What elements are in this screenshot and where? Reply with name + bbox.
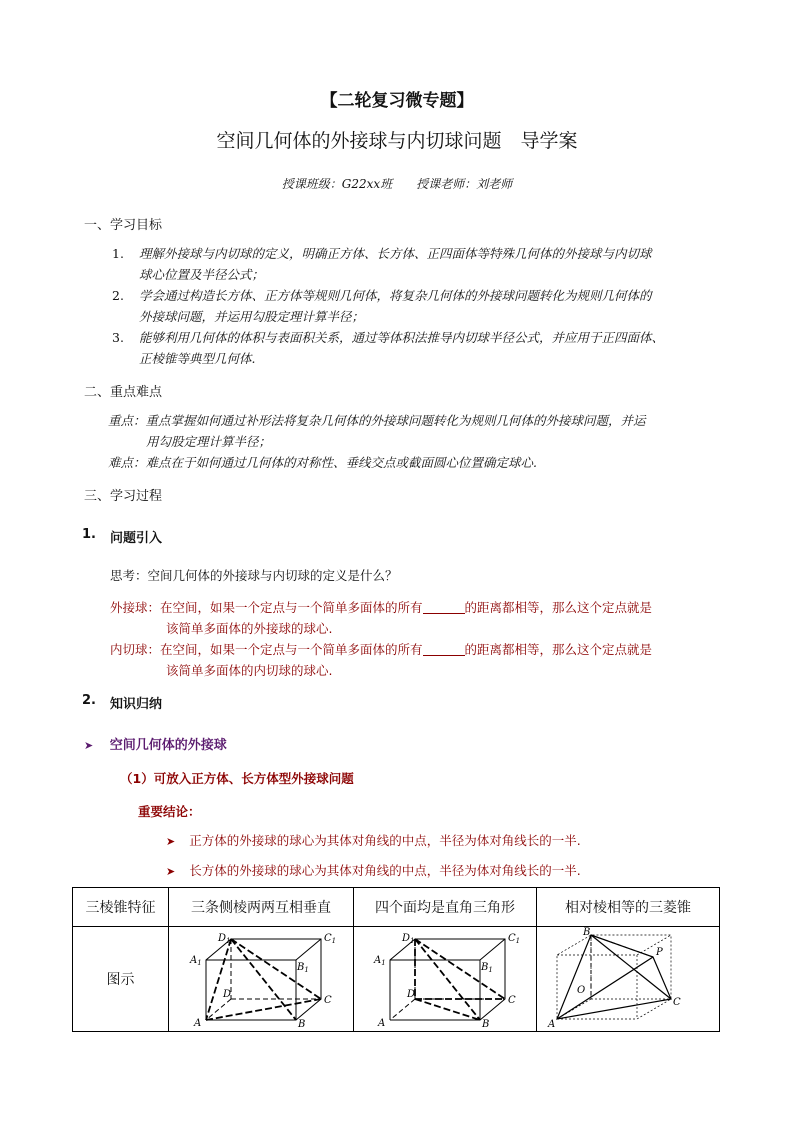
svg-text:A1: $A_1$: [190, 955, 202, 967]
definition-text: 在空间，如果一个定点与一个简单多面体的所有: [160, 642, 423, 657]
conclusion-label: 重要结论：: [138, 804, 201, 819]
topic-text: 空间几何体的外接球: [109, 738, 227, 753]
part2-number: 2.: [82, 693, 96, 708]
table-header-row: [73, 888, 720, 927]
definition-text: 该简单多面体的外接球的球心.: [166, 621, 333, 636]
objective-text: 理解外接球与内切球的定义，明确正方体、长方体、正四面体等特殊几何体的外接球与内切球: [139, 246, 652, 261]
definition-text: 该简单多面体的内切球的球心.: [166, 663, 333, 678]
key-point-text: 用勾股定理计算半径；: [146, 434, 272, 449]
figure-cell: [169, 927, 354, 1032]
section-process-heading: 三、学习过程: [84, 489, 163, 504]
svg-text:B: B: [583, 927, 591, 938]
cuboid-figure-right-triangles: [360, 927, 530, 1027]
objective-item: [112, 327, 722, 369]
svg-text:B: B: [482, 1019, 490, 1027]
svg-text:D1: $D_1$: [218, 933, 231, 945]
inscribed-definition: [110, 639, 722, 681]
subtopic-title: （1）可放入正方体、长方体型外接球问题: [120, 771, 354, 786]
section-objectives-heading: 一、学习目标: [84, 218, 163, 233]
definition-text: 的距离都相等，那么这个定点就是: [464, 642, 653, 657]
arrow-icon: ➤: [166, 865, 176, 878]
objective-number: 1.: [112, 246, 124, 261]
page-subtitle: 【二轮复习微专题】: [320, 91, 474, 111]
fill-blank[interactable]: [423, 613, 465, 614]
svg-text:C1: $C_1$: [324, 933, 337, 945]
part1-title: 问题引入: [110, 531, 163, 546]
objective-text: 外接球问题，并运用勾股定理计算半径；: [139, 309, 365, 324]
definition-text: 在空间，如果一个定点与一个简单多面体的所有: [160, 600, 423, 615]
section-keypoints-heading: 二、重点难点: [84, 385, 163, 400]
svg-text:A1: $A_1$: [374, 955, 386, 967]
objective-number: 2.: [112, 288, 124, 303]
svg-text:P: P: [656, 947, 663, 958]
objective-text: 正棱锥等典型几何体.: [139, 351, 256, 366]
svg-text:B1: $B_1$: [297, 962, 309, 974]
table-row-label: 图示: [73, 927, 169, 1032]
table-header-cell: 四个面均是直角三角形: [354, 888, 537, 927]
table-header-cell: 三条侧棱两两互相垂直: [169, 888, 354, 927]
svg-text:C: C: [508, 995, 516, 1006]
definition-label: 内切球：: [110, 642, 161, 657]
conclusion-text: 正方体的外接球的球心为其体对角线的中点，半径为体对角线长的一半.: [189, 833, 581, 848]
svg-text:A: A: [194, 1018, 202, 1027]
objective-text: 能够利用几何体的体积与表面积关系，通过等体积法推导内切球半径公式，并应用于正四面体、: [139, 330, 665, 345]
part2-title: 知识归纳: [110, 697, 163, 712]
key-point-text: 重点：重点掌握如何通过补形法将复杂几何体的外接球问题转化为规则几何体的外接球问题，并运: [108, 413, 646, 428]
objective-item: [112, 285, 722, 327]
svg-text:C: C: [673, 997, 681, 1008]
definition-label: 外接球：: [110, 600, 161, 615]
objective-text: 学会通过构造长方体、正方体等规则几何体，将复杂几何体的外接球问题转化为规则几何体的: [139, 288, 652, 303]
svg-text:C1: $C_1$: [508, 933, 521, 945]
conclusion-text: 长方体的外接球的球心为其体对角线的中点，半径为体对角线长的一半.: [189, 863, 581, 878]
svg-text:A: A: [548, 1019, 556, 1027]
fill-blank[interactable]: [423, 655, 465, 656]
table-row: [73, 927, 720, 1032]
part1-number: 1.: [82, 527, 96, 542]
class-info: 授课班级：G22xx班 授课老师：刘老师: [281, 177, 513, 191]
pyramid-table: [72, 887, 720, 1032]
svg-text:D1: $D_1$: [402, 933, 415, 945]
objective-number: 3.: [112, 330, 124, 345]
page-title: 空间几何体的外接球与内切球问题 导学案: [216, 130, 578, 152]
arrow-icon: ➤: [84, 739, 94, 752]
svg-text:B1: $B_1$: [481, 962, 493, 974]
svg-text:C: C: [324, 995, 332, 1006]
conclusion-item: [166, 830, 581, 852]
topic-line: [84, 734, 227, 753]
conclusion-item: [166, 860, 581, 882]
svg-text:B: B: [298, 1019, 306, 1027]
table-header-cell: 相对棱相等的三菱锥: [537, 888, 720, 927]
table-header-cell: 三棱锥特征: [73, 888, 169, 927]
figure-cell: [537, 927, 720, 1032]
svg-text:A: A: [378, 1018, 386, 1027]
key-point: [108, 410, 722, 452]
figure-cell: [354, 927, 537, 1032]
difficulty-point: 难点：难点在于如何通过几何体的对称性、垂线交点或截面圆心位置确定球心.: [108, 455, 537, 470]
objective-item: [112, 243, 722, 285]
cuboid-figure-perpendicular-edges: [176, 927, 346, 1027]
svg-text:D: D: [223, 989, 232, 1000]
cuboid-figure-equal-opposite-edges: [543, 927, 713, 1027]
circumscribed-definition: [110, 597, 722, 639]
definition-text: 的距离都相等，那么这个定点就是: [464, 600, 653, 615]
arrow-icon: ➤: [166, 835, 176, 848]
svg-text:D: D: [407, 989, 416, 1000]
think-question: 思考：空间几何体的外接球与内切球的定义是什么？: [110, 568, 398, 583]
objective-text: 球心位置及半径公式；: [139, 267, 265, 282]
svg-text:O: O: [577, 985, 586, 996]
